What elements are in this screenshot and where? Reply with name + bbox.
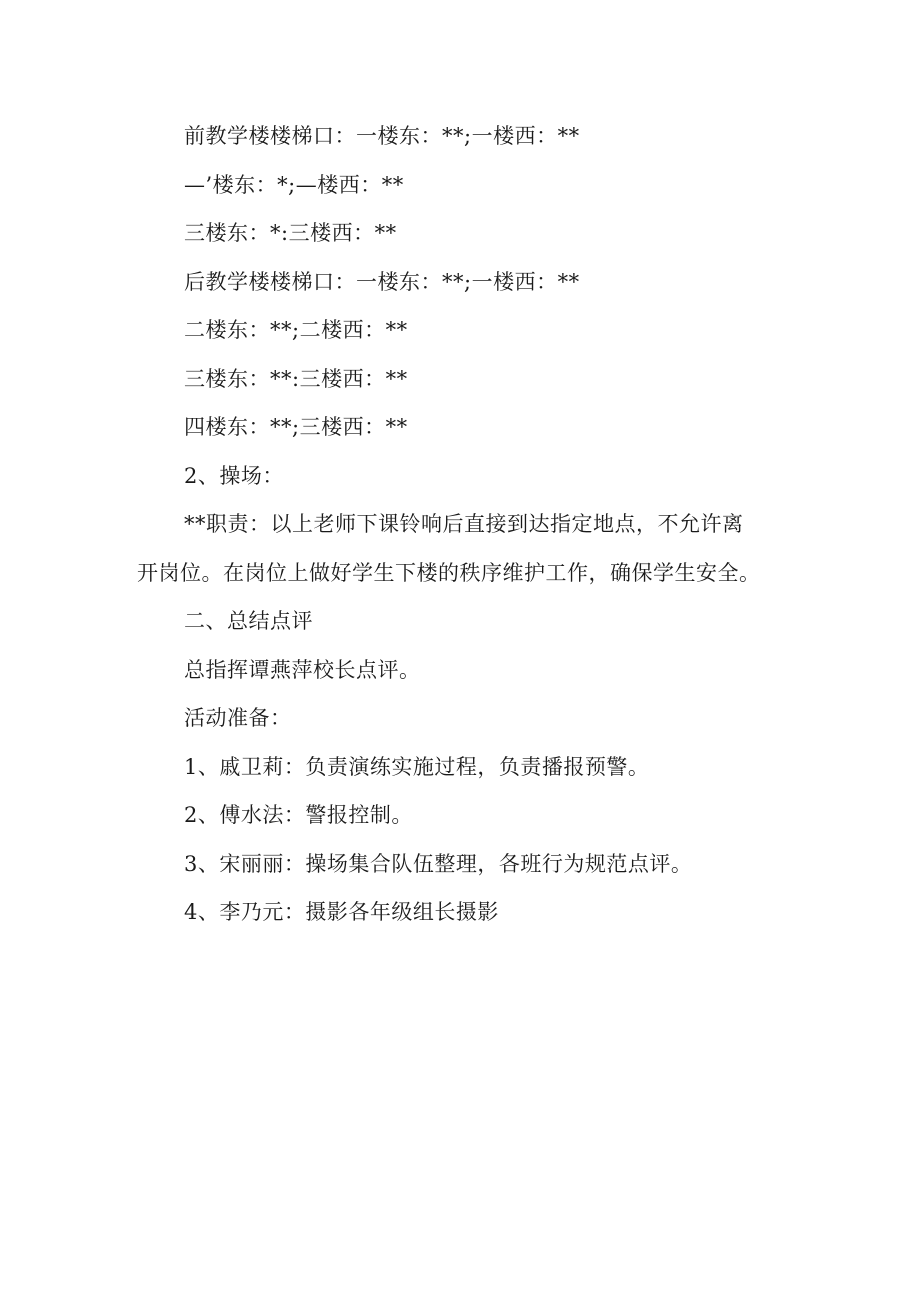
list-item-prep-1: 1、戚卫莉：负责演练实施过程，负责播报预警。 (184, 754, 650, 779)
paragraph-duties-line-2: 开岗位。在岗位上做好学生下楼的秩序维护工作，确保学生安全。 (137, 560, 761, 585)
paragraph-front-floor-three: 三楼东：*:三楼西：** (184, 221, 397, 245)
paragraph-duties-line-1: **职责：以上老师下课铃响后直接到达指定地点，不允许离 (184, 512, 744, 536)
paragraph-activity-prep-heading: 活动准备： (184, 706, 292, 730)
paragraph-playground-heading: 2、操场： (184, 463, 284, 488)
list-item-prep-3: 3、宋丽丽：操场集合队伍整理，各班行为规范点评。 (184, 851, 693, 876)
paragraph-back-floor-two: 二楼东：**;二楼西：** (184, 318, 408, 342)
section-heading-summary: 二、总结点评 (184, 609, 313, 633)
paragraph-front-floor-two: —’楼东：*;—楼西：** (184, 172, 404, 197)
paragraph-back-floor-four: 四楼东：**;三楼西：** (184, 415, 408, 439)
list-item-prep-2: 2、傅水法：警报控制。 (184, 803, 413, 827)
document-body (137, 112, 817, 937)
paragraph-commander-review: 总指挥谭燕萍校长点评。 (184, 657, 421, 682)
list-item-prep-4: 4、李乃元：摄影各年级组长摄影 (184, 900, 499, 924)
paragraph-front-building-stairs: 前教学楼楼梯口：一楼东：**;一楼西：** (184, 124, 580, 148)
paragraph-back-building-stairs: 后教学楼楼梯口：一楼东：**;一楼西：** (184, 269, 580, 294)
paragraph-back-floor-three: 三楼东：**:三楼西：** (184, 366, 408, 391)
